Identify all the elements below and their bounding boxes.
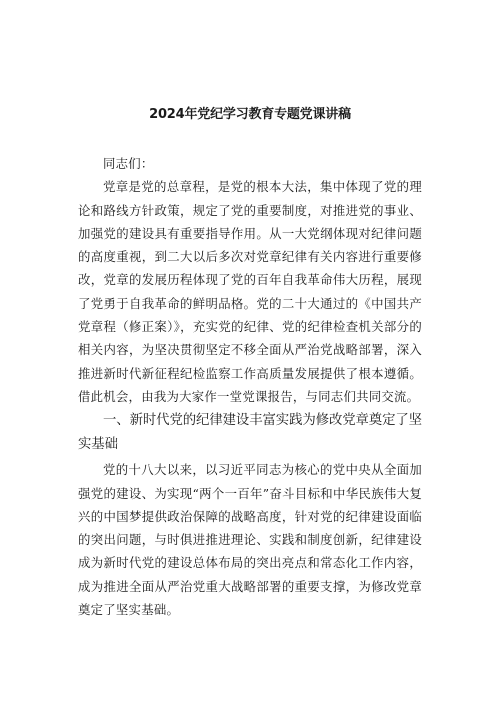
section-paragraph: 党的十八大以来，以习近平同志为核心的党中央从全面加强党的建设、为实现“两个一百年”奋斗目标和中华民族伟大复兴的中国梦提供政治保障的战略高度，针对党的纪律建设面临的突出问题，与时俱进推进理论、实践和制度创新，纪律建设成为新时代党的建设总体布局的突出亮点和常态化工作内容，成为推进全面从严治党重大战略部署的重要支撑，为修改党章奠定了坚实基础。 [78,462,422,618]
document-title: 2024年党纪学习教育专题党课讲稿 [149,107,351,122]
section-heading: 一、新时代党的纪律建设丰富实践为修改党章奠定了坚实基础 [78,413,422,453]
intro-paragraph: 党章是党的总章程，是党的根本大法，集中体现了党的理论和路线方针政策，规定了党的重要制度，对推进党的事业、加强党的建设具有重要指导作用。从一大党纲体现对纪律问题的高度重视，到二大以后多次对党章纪律有关内容进行重要修改，党章的发展历程体现了党的百年自我革命伟大历程，展现了党勇于自我革命的鲜明品格。党的二十大通过的《中国共产党章程（修正案）》，充实党的纪律、党的纪律检查机关部分的相关内容，为坚决贯彻坚定不移全面从严治党战略部署，深入推进新时代新征程纪检监察工作高质量发展提供了根本遵循。借此机会，由我为大家作一堂党课报告，与同志们共同交流。 [78,179,422,404]
salutation: 同志们： [103,156,154,171]
